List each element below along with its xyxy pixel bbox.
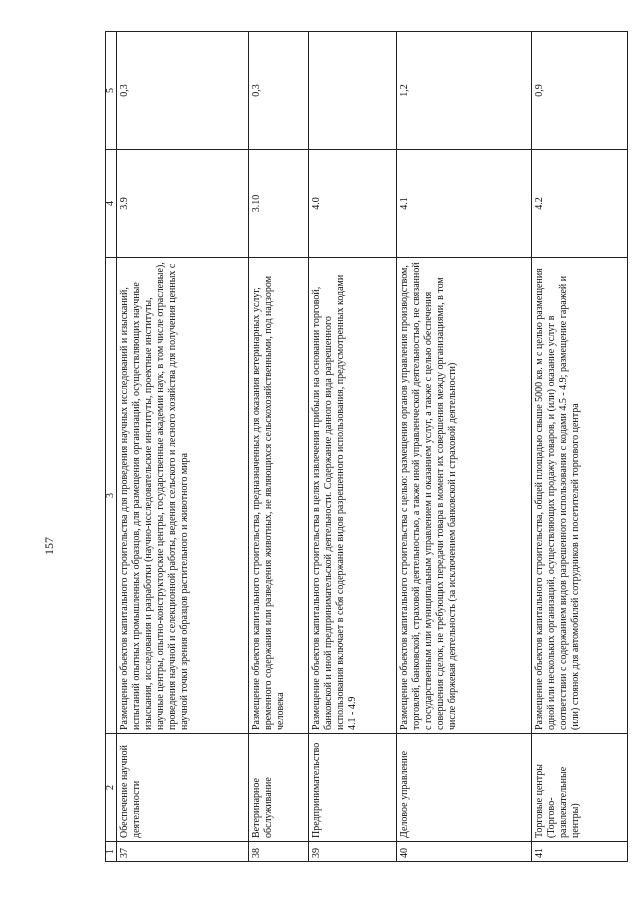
row-name: Предпринимательство <box>309 734 397 842</box>
header-cell: 5 <box>106 32 117 150</box>
row-number: 41 <box>532 842 628 862</box>
row-code: 3.10 <box>249 150 309 258</box>
table-header-row <box>106 32 117 862</box>
page-number: 157 <box>42 537 56 555</box>
row-value: 0,3 <box>249 32 309 150</box>
row-description: Размещение объектов капитального строительства с целью: размещения органов управления производством, торговлей, банковской, страховой деятельностью, а также иной управленческой деятельностью, не связанной с государственным или муниципальным управлением и оказанием услуг, а также с целью обеспечения совершения сделок, не требующих передачи товара в момент их совершения между организациями, в том числе биржевая деятельность (за исключением банковской и страховой деятельности) <box>397 258 532 734</box>
row-value: 0,9 <box>532 32 628 150</box>
row-code: 4.0 <box>309 150 397 258</box>
table-row <box>117 32 249 862</box>
row-description: Размещение объектов капитального строительства, общей площадью свыше 5000 кв. м с целью размещения одной или нескольких организаций, осуществляющих продажу товаров, и (или) оказание услуг в соответствии с содержанием видов разрешенного использования с кодами 4.5 - 4.9; размещение гаражей и (или) стоянок для автомобилей сотрудников и посетителей торгового центра <box>532 258 628 734</box>
land-use-table <box>105 31 628 862</box>
row-value: 0,3 <box>117 32 249 150</box>
row-code: 3.9 <box>117 150 249 258</box>
row-number: 40 <box>397 842 532 862</box>
rotated-table-container <box>105 32 630 862</box>
header-cell: 1 <box>106 842 117 862</box>
header-cell: 4 <box>106 150 117 258</box>
header-cell: 2 <box>106 734 117 842</box>
table-row <box>309 32 397 862</box>
row-code: 4.1 <box>397 150 532 258</box>
table-row <box>532 32 628 862</box>
row-name: Ветеринарное обслуживание <box>249 734 309 842</box>
row-description: Размещение объектов капитального строительства, предназначенных для оказания ветеринарных услуг, временного содержания или разведения животных, не являющихся сельскохозяйственными, под надзором человека <box>249 258 309 734</box>
row-name: Обеспечение научной деятельности <box>117 734 249 842</box>
row-number: 38 <box>249 842 309 862</box>
row-code: 4.2 <box>532 150 628 258</box>
header-cell: 3 <box>106 258 117 734</box>
table-row <box>249 32 309 862</box>
table-row <box>397 32 532 862</box>
row-value <box>309 32 397 150</box>
row-name: Торговые центры (Торгово-развлекательные центры) <box>532 734 628 842</box>
row-number: 39 <box>309 842 397 862</box>
row-description: Размещение объектов капитального строительства в целях извлечения прибыли на основании торговой, банковской и иной предпринимательской деятельности. Содержание данного вида разрешенного использования включает в себя содержание видов разрешенного использования, предусмотренных кодами 4.1 - 4.9 <box>309 258 397 734</box>
row-name: Деловое управление <box>397 734 532 842</box>
row-number: 37 <box>117 842 249 862</box>
row-value: 1,2 <box>397 32 532 150</box>
row-description: Размещение объектов капитального строительства для проведения научных исследований и изысканий, испытаний опытных промышленных образцов, для размещения организаций, осуществляющих научные изыскания, исследования и разработки (научно-исследовательские институты, проектные институты, научные центры, опытно-конструкторские центры, государственные академии наук, в том числе отраслевые), проведения научной и селекционной работы, ведения сельского и лесного хозяйства для получения ценных с научной точки зрения образцов растительного и животного мира <box>117 258 249 734</box>
